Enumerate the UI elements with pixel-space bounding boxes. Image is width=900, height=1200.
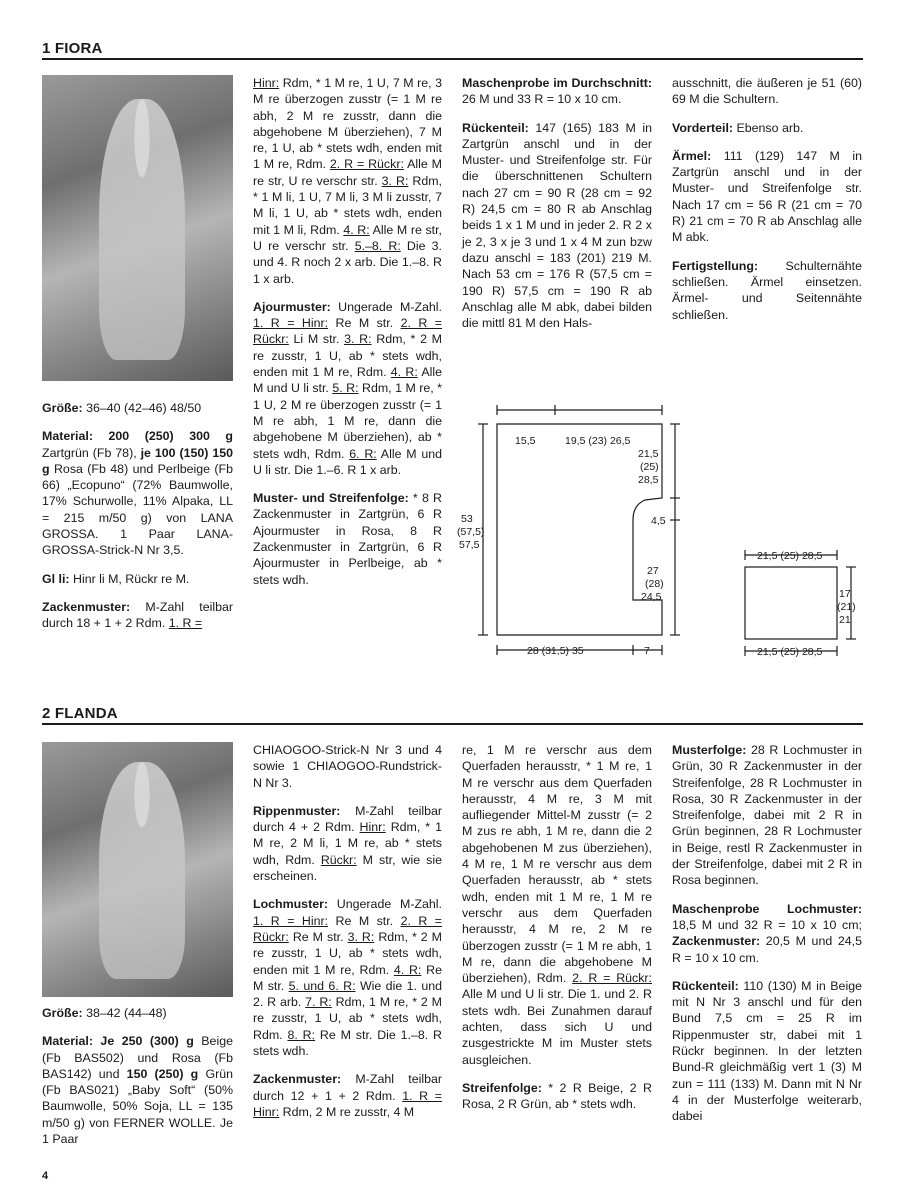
dim-left-1: 53 (461, 513, 473, 525)
flanda-column-4: Musterfolge: 28 R Lochmuster in Grün, 30 R Zackenmuster in der Streifenfolge, 28 R Lochmuster in Rosa, 30 R Zackenmuster in der Streifenfolge, dabei mit 2 R in Grün beginnen, 28 R Lochmuster in Beige, restl R Zackenmuster in der Streifenfolge, dabei mit 2 R in Rosa beginnen. Maschenprobe Lochmuster: 18,5 M und 32 R = 10 x 10 cm; Zackenmuster: 20,5 M und 24,5 R = 10 x 10 cm. Rückenteil: 110 (130) M in Beige mit N Nr 3 anschl und für den Bund 7,5 cm = 25 R im Rippenmuster str, dabei mit 1 Rückr beginnen. In der letzten Bund-R gleichmäßig vert 1 (3) M zun = 111 (133) M. Dann mit N Nr 4 in der Musterfolge weiterarb, dabei (672, 743, 862, 1124)
dim-right-c2: (28) (645, 578, 664, 590)
model-photo-flanda (42, 742, 233, 997)
dim-right-a1: 21,5 (638, 448, 659, 460)
dim-right-b: 4,5 (651, 515, 666, 527)
dim-right-a3: 28,5 (638, 474, 659, 486)
flanda-column-1: Größe: 38–42 (44–48) Material: Je 250 (300) g Beige (Fb BAS502) und Rosa (Fb BAS142) und 150 (250) g Grün (Fb BAS021) „Baby Soft“ (50% Baumwolle, 50% Soja, LL = 135 m/50 g) von FERNER WOLLE. Je 1 Paar (42, 1006, 233, 1147)
model-photo-fiora (42, 75, 233, 381)
fiora-column-2: Hinr: Rdm, * 1 M re, 1 U, 7 M re, 3 M re überzogen zusstr (= 1 M re abh, 2 M re zusstr, dann die abgehobene M überziehen), 7 M re, 1 U, ab * stets wdh, enden mit 1 M re, Rdm. 2. R = Rückr: Alle M re str, U re verschr str. 3. R: Rdm, * 1 M li, 1 U, 7 M li, 3 M li zusstr, 7 M li, 1 U, ab * stets wdh, enden mit 1 M li, Rdm. 4. R: Alle M re str, U re verschr str. 5.–8. R: Die 3. und 4. R noch 2 x arb. Die 1.–8. R 1 x arb. Ajourmuster: Ungerade M-Zahl. 1. R = Hinr: Re M str. 2. R = Rückr: Li M str. 3. R: Rdm, * 2 M re zusstr, 1 U, ab * stets wdh, enden mit 1 M re, Rdm. 4. R: Alle M und U li str. 5. R: Rdm, 1 M re, * 1 U, 2 M re überzogen zusstr (= 1 M re abh, 1 M re, dann die abgehobene M überziehen), ab * stets wdh, Rdm. 6. R: Alle M und U li str. Die 1.–6. R 1 x arb. Muster- und Streifenfolge: * 8 R Zackenmuster in Zartgrün, 6 R Ajourmuster in Rosa, 8 R Zackenmuster in Zartgrün, 6 R Ajourmuster in Perlbeige, ab * stets wdh. (253, 76, 443, 587)
sleeve-dim-right-1: 17 (839, 588, 851, 600)
dim-top-a: 15,5 (515, 435, 536, 447)
dim-right-c3: 24,5 (641, 591, 662, 603)
flanda-column-2: CHIAOGOO-Strick-N Nr 3 und 4 sowie 1 CHIAOGOO-Rundstrick-N Nr 3. Rippenmuster: M-Zahl teilbar durch 4 + 2 Rdm. Hinr: Rdm, * 1 M re, 2 M li, 1 M re, ab * stets wdh, Rdm. Rückr: M str, wie sie erscheinen. Lochmuster: Ungerade M-Zahl. 1. R = Hinr: Re M str. 2. R = Rückr: Re M str. 3. R: Rdm, * 2 M re zusstr, 1 U, ab * stets wdh, enden mit 1 M re, Rdm. 4. R: Re M str. 5. und 6. R: Wie die 1. und 2. R arb. 7. R: Rdm, 1 M re, * 2 M re zusstr, 1 U, ab * stets wdh, Rdm. 8. R: Re M str. Die 1.–8. R stets wdh. Zackenmuster: M-Zahl teilbar durch 12 + 1 + 2 Rdm. 1. R = Hinr: Rdm, 2 M re zusstr, 4 M (253, 743, 443, 1119)
body-schematic (455, 400, 685, 665)
sleeve-schematic (735, 545, 865, 660)
fiora-column-1: Größe: 36–40 (42–46) 48/50 Material: 200 (250) 300 g Zartgrün (Fb 78), je 100 (150) 150 g Rosa (Fb 48) und Perlbeige (Fb 66) „Ecopuno“ (72% Baumwolle, 17% Schurwolle, 11% Alpaka, LL = 215 m/50 g) von LANA GROSSA. 1 Paar LANA-GROSSA-Strick-N Nr 3,5. Gl li: Hinr li M, Rückr re M. Zackenmuster: M-Zahl teilbar durch 18 + 1 + 2 Rdm. 1. R = (42, 401, 233, 631)
section-rule (42, 58, 863, 60)
section-rule (42, 723, 863, 725)
sleeve-dim-top: 21,5 (25) 28,5 (757, 550, 823, 562)
sleeve-dim-bottom: 21,5 (25) 28,5 (757, 646, 823, 658)
sleeve-outline (745, 567, 837, 639)
dim-left-2: (57,5) (457, 526, 485, 538)
fiora-column-4: ausschnitt, die äußeren je 51 (60) 69 M die Schultern. Vorderteil: Ebenso arb. Ärmel: 111 (129) 147 M in Zartgrün anschl und in der Muster- und Streifenfolge str. Nach 17 cm = 56 R (21 cm = 70 R) 21 cm = 70 R ab Anschlag alle M abk. Fertigstellung: Schulternähte schließen. Ärmel einsetzen. Ärmel- und Seitennähte schließen. (672, 76, 862, 322)
flanda-column-3: re, 1 M re verschr aus dem Querfaden herausstr, * 1 M re, 1 M re verschr aus dem Querfaden herausstr, 4 M re, 3 M mit aufliegender Mittel-M zusstr (= 2 M zus re abh, 1 M re, dann die 2 abgehobenen M zus überziehen), 4 M re, 1 M re verschr aus dem Querfaden herausstr, ab * stets wdh, enden mit 1 M re, 1 M re verschr aus dem Querfaden herausstr, 4 M re, 2 M re überzogen zusstr (= 1 M re abh, 1 M re, dann die abgehobene M überziehen), Rdm. 2. R = Rückr: Alle M und U li str. Die 1. und 2. R stets wdh. Bei Zunahmen darauf achten, dass sich U und zusgestrickte M im Muster stets ausgleichen. Streifenfolge: * 2 R Beige, 2 R Rosa, 2 R Grün, ab * stets wdh. (462, 743, 652, 1112)
dim-bottom-a: 28 (31,5) 35 (527, 645, 584, 657)
fiora-column-3: Maschenprobe im Durchschnitt: 26 M und 33 R = 10 x 10 cm. Rückenteil: 147 (165) 183 M in Zartgrün anschl und in der Muster- und Streifenfolge str. Für die überschnittenen Schultern nach 27 cm = 90 R (28 cm = 92 R) 24,5 cm = 80 R ab Anschlag beids 1 x 1 M und in jeder 2. R 2 x je 2, 3 x je 3 und 1 x 4 M zun bzw dazu anschl = 183 (201) 219 M. Nach 53 cm = 176 R (57,5 cm = 190 R) 57,5 cm = 190 R ab Anschlag alle M abk, dabei bilden die mittl 81 M den Hals- (462, 76, 652, 331)
section-title-flanda: 2 FLANDA (42, 705, 118, 722)
section-title-fiora: 1 FIORA (42, 40, 103, 57)
dim-bottom-b: 7 (644, 645, 650, 657)
dim-top-b: 19,5 (23) 26,5 (565, 435, 631, 447)
dim-right-c1: 27 (647, 565, 659, 577)
sleeve-dim-right-2: (21) (837, 601, 856, 613)
sleeve-dim-right-3: 21 (839, 614, 851, 626)
page-number: 4 (42, 1170, 49, 1182)
dim-right-a2: (25) (640, 461, 659, 473)
dim-left-3: 57,5 (459, 539, 480, 551)
